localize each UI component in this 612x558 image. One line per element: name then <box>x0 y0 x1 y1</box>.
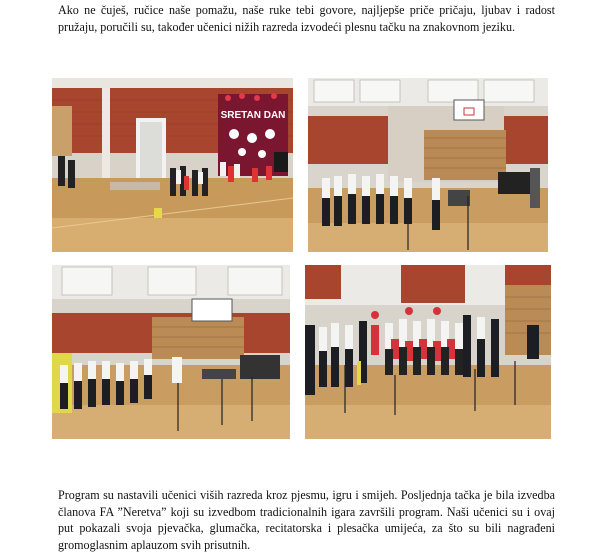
closing-paragraph: Program su nastavili učenici viših razreda kroz pjesmu, igru i smijeh. Posljednja tačka je bila izvedba članova FA ”Neretva” koji su izvedbom tradicionalnih igara završili program. Naši učenici su i ovaj put pokazali svoja pjevačka, glumačka, recitatorska i plesačka umijeća, za što su bili nagrađeni gromoglasnim aplauzom svih prisutnih. <box>58 488 555 552</box>
photo-gym-banner <box>52 78 293 252</box>
intro-paragraph: Ako ne čuješ, ručice naše pomažu, naše ruke tebi govore, najljepše priče pričaju, ljubav i radost pružaju, poručili su, također učenici nižih razreda izvodeći plesnu tačku na znakovnom jeziku. <box>58 3 555 34</box>
banner-text: SRETAN DAN <box>220 110 286 121</box>
photo-choir-hoop <box>308 78 548 252</box>
photo-group-performance <box>305 265 551 439</box>
photo-performers-stage <box>52 265 290 439</box>
